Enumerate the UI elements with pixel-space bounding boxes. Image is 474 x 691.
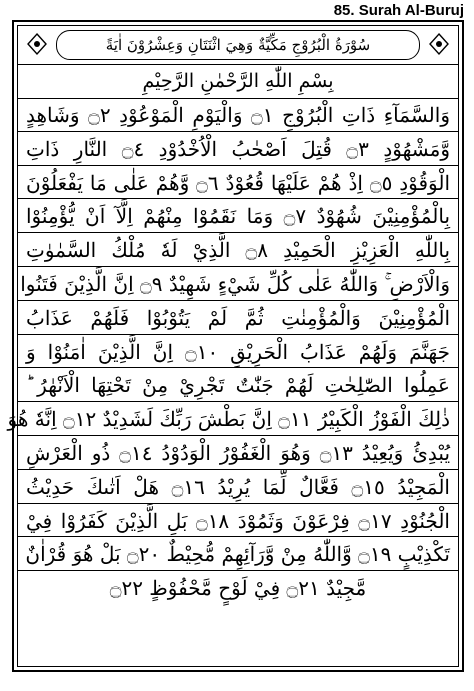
ornament-icon xyxy=(429,33,449,55)
verse-text: وَّمَشْهُوْدٍ ۝٣ قُتِلَ اَصْحٰبُ الْاُخْدُوْدِ ۝٤ النَّارِ ذَاتِ xyxy=(26,136,451,161)
verse-text: وَالْاَرْضِ ۚ وَاللّٰهُ عَلٰى كُلِّ شَيْءٍ شَهِيْدٌ ۝٩ اِنَّ الَّذِيْنَ فَتَنُوا xyxy=(20,271,450,296)
ornament-icon xyxy=(27,33,47,55)
verse-line xyxy=(18,436,458,470)
verse-line xyxy=(18,98,458,132)
verse-text: ذٰلِكَ الْفَوْزُ الْكَبِيْرُ ۝١١ اِنَّ بَطْشَ رَبِّكَ لَشَدِيْدٌ ۝١٢ اِنَّهٗ هُوَ xyxy=(7,407,450,432)
surah-title-band xyxy=(18,26,458,65)
verse-line xyxy=(18,335,458,369)
verse-line xyxy=(18,368,458,402)
verse-line xyxy=(18,571,458,605)
verse-text: مَّجِيْدٌ ۝٢١ فِيْ لَوْحٍ مَّحْفُوْظٍ ۝٢٢ xyxy=(109,576,367,601)
verse-line xyxy=(18,301,458,335)
verse-text: الْوَقُوْدِ ۝٥ اِذْ هُمْ عَلَيْهَا قُعُوْدٌ ۝٦ وَّهُمْ عَلٰى مَا يَفْعَلُوْنَ xyxy=(26,170,451,195)
basmala: بِسْمِ اللّٰهِ الرَّحْمٰنِ الرَّحِيْمِ xyxy=(142,70,334,92)
verse-lines xyxy=(7,98,458,666)
basmala-band xyxy=(18,64,458,99)
verse-line xyxy=(18,166,458,200)
verse-line xyxy=(18,267,458,301)
verse-text: وَالسَّمَآءِ ذَاتِ الْبُرُوْجِ ۝١ وَالْيَوْمِ الْمَوْعُوْدِ ۝٢ وَشَاهِدٍ xyxy=(26,103,450,127)
verse-line xyxy=(18,504,458,538)
text-panel xyxy=(7,25,459,667)
page-title: 85. Surah Al-Buruj xyxy=(333,2,464,19)
surah-title-cartouche xyxy=(56,30,420,60)
verse-line xyxy=(18,470,458,504)
verse-text: يُبْدِئُ وَيُعِيْدُ ۝١٣ وَهُوَ الْغَفُوْرُ الْوَدُوْدُ ۝١٤ ذُو الْعَرْشِ xyxy=(26,440,451,465)
verse-text: عَمِلُوا الصّٰلِحٰتِ لَهُمْ جَنّٰتٌ تَجْرِيْ مِنْ تَحْتِهَا الْاَنْهٰرُ ؕ xyxy=(26,373,450,398)
page-frame xyxy=(7,20,464,672)
verse-text: الْجُنُوْدِ ۝١٧ فِرْعَوْنَ وَثَمُوْدَ ۝١٨ بَلِ الَّذِيْنَ كَفَرُوْا فِيْ xyxy=(26,508,450,533)
verse-text: بِاللّٰهِ الْعَزِيْزِ الْحَمِيْدِ ۝٨ الَّذِيْ لَهٗ مُلْكُ السَّمٰوٰتِ xyxy=(26,238,451,263)
surah-title: سُوْرَةُ الْبُرُوْجِ مَكِّيَّةٌ وَهِيَ اثْنَتَانِ وَعِشْرُوْنَ اٰيَةً xyxy=(105,36,371,54)
verse-line xyxy=(18,199,458,233)
verse-line xyxy=(7,402,458,436)
verse-line xyxy=(18,537,458,571)
verse-text: بِالْمُؤْمِنِيْنَ شُهُوْدٌ ۝٧ وَمَا نَقَمُوْا مِنْهُمْ اِلَّآ اَنْ يُّؤْمِنُوْا xyxy=(26,204,451,229)
verse-text: الْمَجِيْدُ ۝١٥ فَعَّالٌ لِّمَا يُرِيْدُ ۝١٦ هَلْ اَتٰىكَ حَدِيْثُ xyxy=(26,474,450,499)
verse-text: الْمُؤْمِنِيْنَ وَالْمُؤْمِنٰتِ ثُمَّ لَمْ يَتُوْبُوْا فَلَهُمْ عَذَابُ xyxy=(26,305,450,330)
verse-line xyxy=(18,132,458,166)
verse-text: جَهَنَّمَ وَلَهُمْ عَذَابُ الْحَرِيْقِ ۝١٠ اِنَّ الَّذِيْنَ اٰمَنُوْا وَ xyxy=(26,339,450,364)
verse-line xyxy=(18,233,458,267)
verse-text: تَكْذِيْبٍ ۝١٩ وَّاللّٰهُ مِنْ وَّرَآئِهِمْ مُّحِيْطٌ ۝٢٠ بَلْ هُوَ قُرْاٰنٌ xyxy=(25,542,450,567)
